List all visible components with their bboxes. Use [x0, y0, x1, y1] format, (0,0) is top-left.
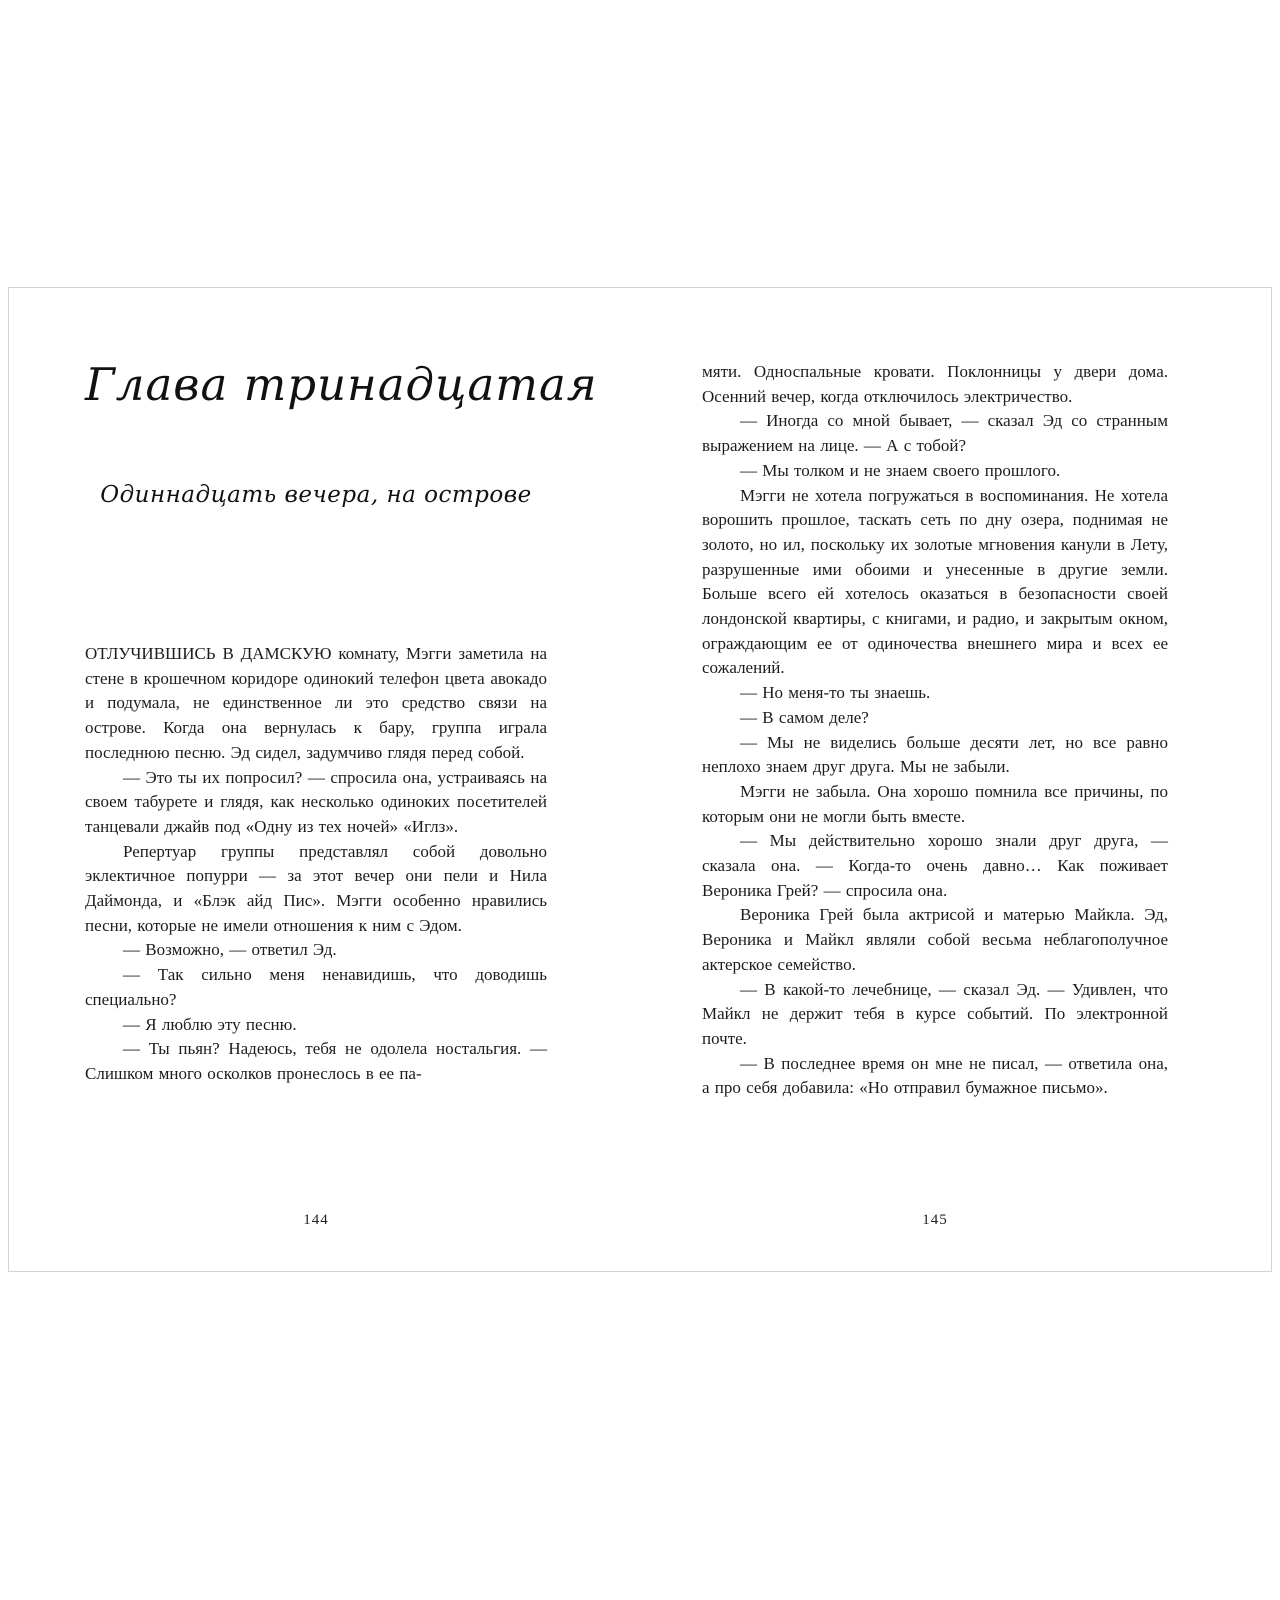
paragraph: — Я люблю эту песню. [123, 1014, 297, 1034]
page-body-right [702, 360, 1168, 1101]
page-number-right: 145 [922, 1212, 948, 1228]
paragraph: Мэгги не забыла. Она хорошо помнила все причины, по которым они не могли быть вместе. [702, 781, 1168, 826]
chapter-subtitle: Одиннадцать вечера, на острове [100, 482, 532, 508]
page-number-left: 144 [303, 1212, 329, 1228]
paragraph: Репертуар группы представлял собой довольно эклектичное попурри — за этот вечер они пели и Нила Даймонда, и «Блэк айд Пис». Мэгги особенно нравились песни, которые не имели отношения к ним с Эдом. [85, 841, 547, 935]
paragraph: — В какой-то лечебнице, — сказал Эд. — Удивлен, что Майкл не держит тебя в курсе событий. По электронной почте. [702, 979, 1168, 1048]
page-right [702, 288, 1168, 1229]
paragraph: — Так сильно меня ненавидишь, что доводишь специально? [85, 965, 547, 1009]
book-spread [8, 287, 1272, 1272]
paragraph: — Мы толком и не знаем своего прошлого. [740, 460, 1061, 480]
page-left [85, 288, 598, 1229]
paragraph: — В самом деле? [740, 707, 869, 727]
chapter-title: Глава тринадцатая [85, 358, 598, 411]
paragraph: ОТЛУЧИВШИСЬ В ДАМСКУЮ комнату, Мэгги заметила на стене в крошечном коридоре одинокий телефон цвета авокадо и подумала, не единственное ли это средство связи на острове. Когда она вернулась к бару, группа играла последнюю песню. Эд сидел, задумчиво глядя перед собой. [85, 644, 547, 762]
paragraph: Мэгги не хотела погружаться в воспоминания. Не хотела ворошить прошлое, таскать сеть по дну озера, поднимая не золото, но ил, поскольку их золотые мгновения канули в Лету, разрушенные ими обоими и унесенные в другие земли. Больше всего ей хотелось оказаться в безопасности своей лондонской квартиры, с книгами, и радио, и закрытым окном, ограждающим ее от одиночества внешнего мира и всех ее сожалений. [702, 485, 1168, 678]
paragraph: — Это ты их попросил? — спросила она, устраиваясь на своем табурете и глядя, как несколько одиноких посетителей танцевали джайв под «Одну из тех ночей» «Иглз». [85, 767, 547, 836]
paragraph: — Мы не виделись больше десяти лет, но все равно неплохо знаем друг друга. Мы не забыли. [702, 732, 1168, 777]
paragraph: — Иногда со мной бывает, — сказал Эд со странным выражением на лице. — А с тобой? [702, 411, 1168, 456]
paragraph: Вероника Грей была актрисой и матерью Майкла. Эд, Вероника и Майкл являли собой весьма неблагополучное актерское семейство. [702, 905, 1168, 974]
page-body-left [85, 642, 547, 1087]
paragraph: мяти. Односпальные кровати. Поклонницы у двери дома. Осенний вечер, когда отключилось электричество. [702, 362, 1168, 406]
paragraph: — Ты пьян? Надеюсь, тебя не одолела ностальгия. — Слишком много осколков пронеслось в ее па- [85, 1039, 547, 1083]
paragraph: — Возможно, — ответил Эд. [123, 940, 337, 960]
paragraph: — Но меня-то ты знаешь. [740, 683, 931, 703]
paragraph: — В последнее время он мне не писал, — ответила она, а про себя добавила: «Но отправил бумажное письмо». [702, 1053, 1168, 1098]
paragraph: — Мы действительно хорошо знали друг друга, — сказала она. — Когда-то очень давно… Как поживает Вероника Грей? — спросила она. [702, 831, 1168, 900]
